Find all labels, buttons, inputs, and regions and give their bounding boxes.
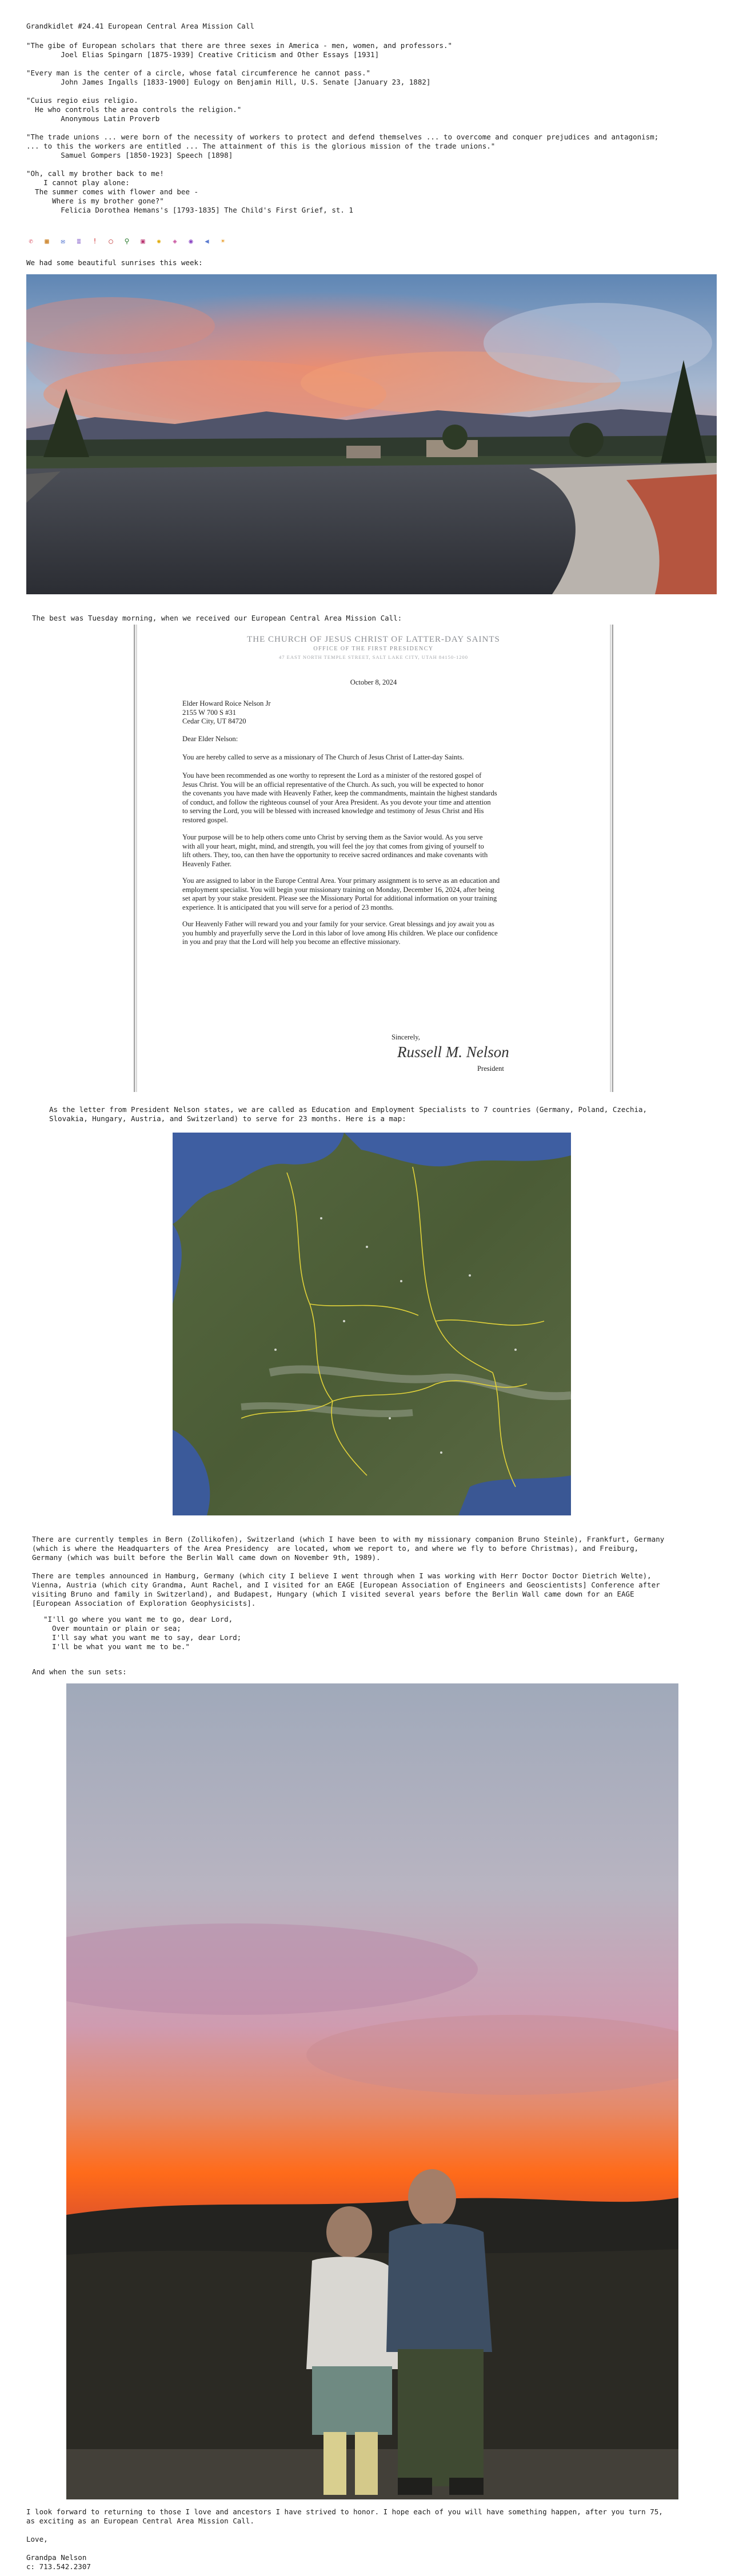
icon-row: [26, 237, 227, 246]
letter-paragraph: You are assigned to labor in the Europe Central Area. Your primary assignment is to serve as an education and employment specialist. You will begin your missionary training on Monday, December 16, 2024, after being set apart by your stake president. Please see the Missionary Portal for additional information on your training experience. It is anticipated that you will serve for a period of 23 months.: [182, 877, 500, 911]
letter-paragraph: You are hereby called to serve as a missionary of The Church of Jesus Christ of Latter-day Saints.: [182, 753, 464, 761]
letter-salutation: Dear Elder Nelson:: [182, 735, 238, 743]
tag-icon[interactable]: ◈: [173, 237, 177, 245]
announced-temples-paragraph: There are temples announced in Hamburg, Germany (which city I believe I went through when I was working with Herr Doctor Doctor Dietrich Welte), Vienna, Austria (which city Grandma, Aunt Rachel, and I visited for an EAGE [European Association of Engineers and Geoscientists] Conference after visiting Bruno and family in Switzerland), and Budapest, Hungary (which I visited several years before the Berlin Wall came down for an EAGE [European Association of Exploration Geophysicists].: [32, 1571, 660, 1607]
quote-hemans: "Oh, call my brother back to me! I cannot play alone: The summer comes with flower and bee - Where is my brother gone?" Felicia Dorothea Hemans's [1793-1835] The Child's First Grief, st. 1: [26, 169, 353, 214]
bulb-icon[interactable]: ✺: [157, 237, 161, 245]
letter-address: 47 EAST NORTH TEMPLE STREET, SALT LAKE CITY, UTAH 84150-1200: [279, 654, 468, 660]
letter-signer-title: President: [477, 1065, 504, 1073]
letter-paragraph: Your purpose will be to help others come unto Christ by serving them as the Savior would. As you serve with all your heart, might, mind, and strength, you will feel the joy that comes from giving of yourself to lift others. They, too, can then have the opportunity to receive sacred ordinances and make covenants with Heavenly Father.: [182, 833, 488, 868]
quote-latin: "Cuius regio eius religio. He who controls the area controls the religion." Anonymous Latin Proverb: [26, 96, 242, 123]
letter-date: October 8, 2024: [350, 678, 397, 686]
sunrise-caption: We had some beautiful sunrises this week:: [26, 258, 203, 267]
info-icon[interactable]: !: [93, 237, 97, 245]
mail-icon[interactable]: ✉: [61, 237, 65, 245]
temples-paragraph: There are currently temples in Bern (Zollikofen), Switzerland (which I have been to with my missionary companion Bruno Steinle), Frankfurt, Germany (which is where the Headquarters of the Area Presidency are located, whom we report to, and where we fly to before Christmas), and Freiburg, Germany (which was built before the Berlin Wall came down on November 9th, 1989).: [32, 1535, 665, 1562]
hymn-lyrics: "I'll go where you want me to go, dear Lord, Over mountain or plain or sea; I'll say what you want me to say, dear Lord; I'll be what you want me to be.": [43, 1615, 242, 1651]
email-title: Grandkidlet #24.41 European Central Area Mission Call: [26, 22, 254, 30]
letter-church-name: THE CHURCH OF JESUS CHRIST OF LATTER-DAY SAINTS: [247, 635, 500, 644]
mission-call-letter: [137, 625, 610, 1092]
sunrise-photo: [26, 274, 717, 594]
letter-closing: Sincerely,: [392, 1033, 420, 1041]
sender-phone: c: 713.542.2307: [26, 2562, 91, 2571]
best-caption: The best was Tuesday morning, when we received our European Central Area Mission Call:: [32, 614, 402, 622]
closing-paragraph: I look forward to returning to those I love and ancestors I have strived to honor. I hope each of you will have something happen, after you turn 75, as exciting as an European Central Area Mission Call.: [26, 2507, 663, 2525]
letter-paragraph: Our Heavenly Father will reward you and your family for your service. Great blessings and joy await you as you humbly and prayerfully serve the Lord in this labor of love among His children. We place our confidence in you and pray that the Lord will help you become an effective missionary.: [182, 920, 498, 946]
europe-map: [173, 1133, 571, 1515]
quote-spingarn: "The gibe of European scholars that there are three sexes in America - men, women, and professors." Joel Elias Spingarn [1875-1939] Creative Criticism and Other Essays [1931]: [26, 41, 453, 59]
photo-icon[interactable]: ▣: [141, 237, 145, 245]
sunset-caption: And when the sun sets:: [32, 1667, 127, 1676]
chat-icon[interactable]: ◯: [109, 237, 113, 245]
letter-signature: Russell M. Nelson: [397, 1043, 509, 1061]
calendar-icon[interactable]: ▦: [45, 237, 49, 245]
notes-icon[interactable]: ≣: [77, 237, 81, 245]
quote-gompers: "The trade unions ... were born of the necessity of workers to protect and defend themselves ... to overcome and conquer prejudices and antagonism; ... to this the workers are entitled ... The attainment of this is the glorious mission of the trade unions." Samuel Gompers [1850-1923] Speech [1898]: [26, 133, 659, 159]
letter-office: OFFICE OF THE FIRST PRESIDENCY: [313, 646, 434, 652]
sun-icon[interactable]: ☀: [221, 237, 225, 245]
pin-icon[interactable]: ⚲: [124, 237, 130, 245]
sender-name: Grandpa Nelson: [26, 2553, 87, 2562]
letter-recipient: Elder Howard Roice Nelson Jr 2155 W 700 S #31 Cedar City, UT 84720: [182, 699, 271, 725]
sunset-photo: [66, 1683, 678, 2499]
quote-ingalls: "Every man is the center of a circle, whose fatal circumference he cannot pass." John James Ingalls [1833-1900] Eulogy on Benjamin Hill, U.S. Senate [January 23, 1882]: [26, 69, 431, 86]
letter-paragraph: You have been recommended as one worthy to represent the Lord as a minister of the restored gospel of Jesus Christ. You will be an official representative of the Church. As such, you will be expected to honor the covenants you have made with Heavenly Father, keep the commandments, maintain the highest standards of conduct, and follow the righteous counsel of your Area President. As you devote your time and attention to serving the Lord, you will be blessed with increased knowledge and testimony of Jesus Christ and His restored gospel.: [182, 771, 497, 824]
speaker-icon[interactable]: ◀: [205, 237, 209, 245]
phone-icon[interactable]: ✆: [29, 237, 33, 245]
love-line: Love,: [26, 2535, 48, 2543]
map-caption: As the letter from President Nelson states, we are called as Education and Employment Specialists to 7 countries (Germany, Poland, Czechia, Slovakia, Hungary, Austria, and Switzerland) to serve for 23 months. Here is a map:: [49, 1105, 648, 1123]
location-icon[interactable]: ◉: [189, 237, 193, 245]
